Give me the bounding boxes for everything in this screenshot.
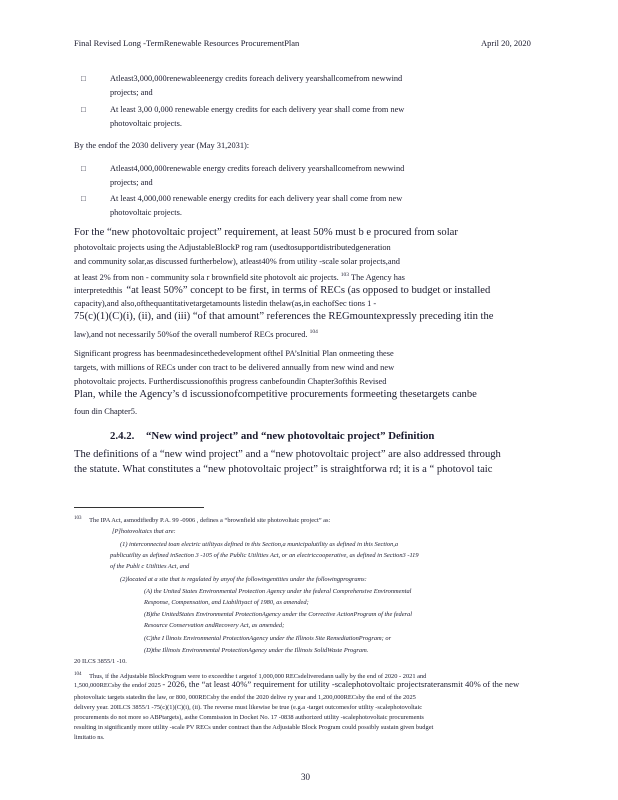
text-run: law),and not necessarily 50%of the overall numberof RECs procured. [74, 329, 308, 339]
text-line: The definitions of a “new wind project” and a “new photovoltaic project” are also addressed through [74, 449, 501, 460]
list-item [81, 103, 405, 130]
text-line: the statute. What constitutes a “new photovoltaic project” is straightforwa rd; it is a “ photovol taic [74, 464, 493, 475]
footnote-line: Resource Conservation andRecovery Act, as amended; [144, 622, 285, 629]
text-line: 75(c)(1)(C)(i), (ii), and (iii) “of that amount” references the REGmountexpressly preceding itin the [74, 311, 494, 322]
text-line: Plan, while the Agency’s d iscussionofcompetitive procurements formeeting thesetargets canbe [74, 389, 477, 400]
footnote-line: resulting in significantly more utility -scale PV RECs under contract than the Adjustable Block Program could possibly sustain given budget [74, 724, 434, 731]
text-line: Significant progress has beenmadesincethedevelopment oftheI PA’sInitial Plan onmeeting these [74, 349, 394, 358]
running-header-title: Final Revised Long -TermRenewable Resources ProcurementPlan [74, 38, 300, 48]
text-run: “at least 50%” concept to be first, in terms of RECs (as opposed to budget or installed [126, 285, 491, 296]
footnote-line: 20 ILCS 3855/1 -10. [74, 658, 127, 665]
bullet-line: projects; and [110, 177, 153, 187]
footnote-line: photovoltaic targets statedin the law, or 800, 000RECsby the endof the 2020 delive ry year and 1,200,000RECsby the end of the 2025 [74, 694, 416, 701]
footnote-line: delivery year. 20ILCS 3855/1 -75(c)(1)(C)(i), (ii). The reverse must likewise be true (e.g.a -target outcomesfor utility -scalephotovoltaic [74, 704, 423, 711]
footnote-line: procurements do not more so ABPtargets), asthe Commission in Docket No. 17 -0838 authorized utility -scalephotovoltaic procurements [74, 714, 424, 721]
footnote-marker: 103 [74, 516, 82, 521]
footnote-text: - 2026, the “at least 40%” requirement for utility -scalephotovoltaic projectsrateransmit 40% of the new [162, 679, 520, 689]
footnote-divider [74, 507, 204, 508]
footnote-line: of the Publi c Utilities Act, and [110, 563, 190, 570]
text-line: photovoltaic projects. Furtherdiscussionofthis progress canbefoundin Chapter3ofthis Revised [74, 377, 387, 386]
footnote-line: [P]hotovoltaics that are: [112, 528, 176, 535]
footnote-ref-103[interactable]: 103 [340, 272, 350, 278]
footnote-ref-104[interactable]: 104 [309, 329, 318, 335]
section-number: 2.4.2. [110, 430, 135, 442]
text-run: interpretedthis [74, 286, 123, 295]
bullet-line: photovoltaic projects. [110, 207, 182, 217]
checkbox-bullet-icon: □ [81, 194, 86, 203]
bullet-line: photovoltaic projects. [110, 118, 182, 128]
checkbox-bullet-icon: □ [81, 105, 86, 114]
list-item [81, 162, 405, 189]
footnote-text: 1,500,000RECsby the endof 2025 [74, 682, 161, 689]
list-item [81, 72, 403, 99]
bullet-line: At least 4,000,000 renewable energy credits for each delivery year shall come from new [110, 194, 403, 203]
footnote-line: (D)the Illinois Environmental ProtectionAgency under the Illinois SolidWaste Program. [144, 647, 369, 654]
text-run: The Agency has [350, 272, 405, 282]
footnote-line [74, 514, 330, 526]
running-header-date: April 20, 2020 [481, 38, 531, 48]
footnote-line: Response, Compensation, and Liabilityact of 1980, as amended; [144, 599, 309, 606]
text-line: targets, with millions of RECs under con tract to be delivered annually from new wind and new [74, 363, 395, 372]
bullet-line: Atleast4,000,000renewable energy credits foreach delivery yearshallcomefrom newwind [110, 164, 405, 173]
list-item [81, 192, 403, 219]
text-line: For the “new photovoltaic project” requirement, at least 50% must b e procured from solar [74, 227, 458, 238]
text-line [74, 325, 318, 342]
footnote-line: (A) the United States Environmental Protection Agency under the federal Comprehensive Environmental [144, 588, 412, 595]
bullet-line: Atleast3,000,000renewableenergy credits foreach delivery yearshallcomefrom newwind [110, 74, 403, 83]
text-line: capacity),and also,ofthequantitativetargetamounts listedin thelaw(as,in eachofSec tions 1 - [74, 299, 377, 308]
footnote-line [74, 680, 519, 691]
footnote-text: Thus, if the Adjustable BlockProgram were to exceedthe t argetof 1,000,000 RECsdeliveredann ually by the end of 2020 - 2021 and [89, 673, 427, 681]
page-number: 30 [301, 772, 310, 782]
footnote-line: (2)located at a site that is regulated by anyof the followingentities under the followingprograms: [120, 576, 367, 583]
text-line: and community solar,as discussed furtherbelow), atleast40% from utility -scale solar projects,and [74, 257, 400, 266]
text-run: at least 2% from non - community sola r brownfield site photovolt aic projects. [74, 272, 339, 282]
footnote-text: The IPA Act, asmodifiedby P.A. 99 -0906 , defines a “brownfield site photovoltaic project” as: [89, 517, 331, 525]
footnote-line: limitatio ns. [74, 734, 105, 741]
checkbox-bullet-icon: □ [81, 74, 86, 83]
footnote-line: (1) interconnected toan electric utilityas defined in this Section,a municipalutility as defined in this Section,a [120, 541, 399, 548]
footnote-line: (C)the I llinois Environmental ProtectionAgency under the Illinois Site RemediationProgram; or [144, 635, 392, 642]
text-line: photovoltaic projects using the AdjustableBlockP rog ram (usedtosupportdistributedgeneration [74, 243, 391, 252]
text-line: foun din Chapter5. [74, 407, 138, 416]
footnote-marker: 104 [74, 672, 82, 677]
bullet-line: At least 3,00 0,000 renewable energy credits for each delivery year shall come from new [110, 105, 405, 114]
section-title: “New wind project” and “new photovoltaic project” Definition [146, 430, 435, 442]
checkbox-bullet-icon: □ [81, 164, 86, 173]
bullet-line: projects; and [110, 87, 153, 97]
footnote-line: publicutility as defined inSection 3 -105 of the Public Utilities Act, or an electriccooperative, as defined in Section3 -119 [110, 552, 419, 559]
footnote-line: (B)the UnitedStates Environmental ProtectionAgency under the Corrective ActionProgram of the federal [144, 611, 412, 618]
paragraph-intro-2030: By the endof the 2030 delivery year (May 31,2031): [74, 141, 250, 150]
